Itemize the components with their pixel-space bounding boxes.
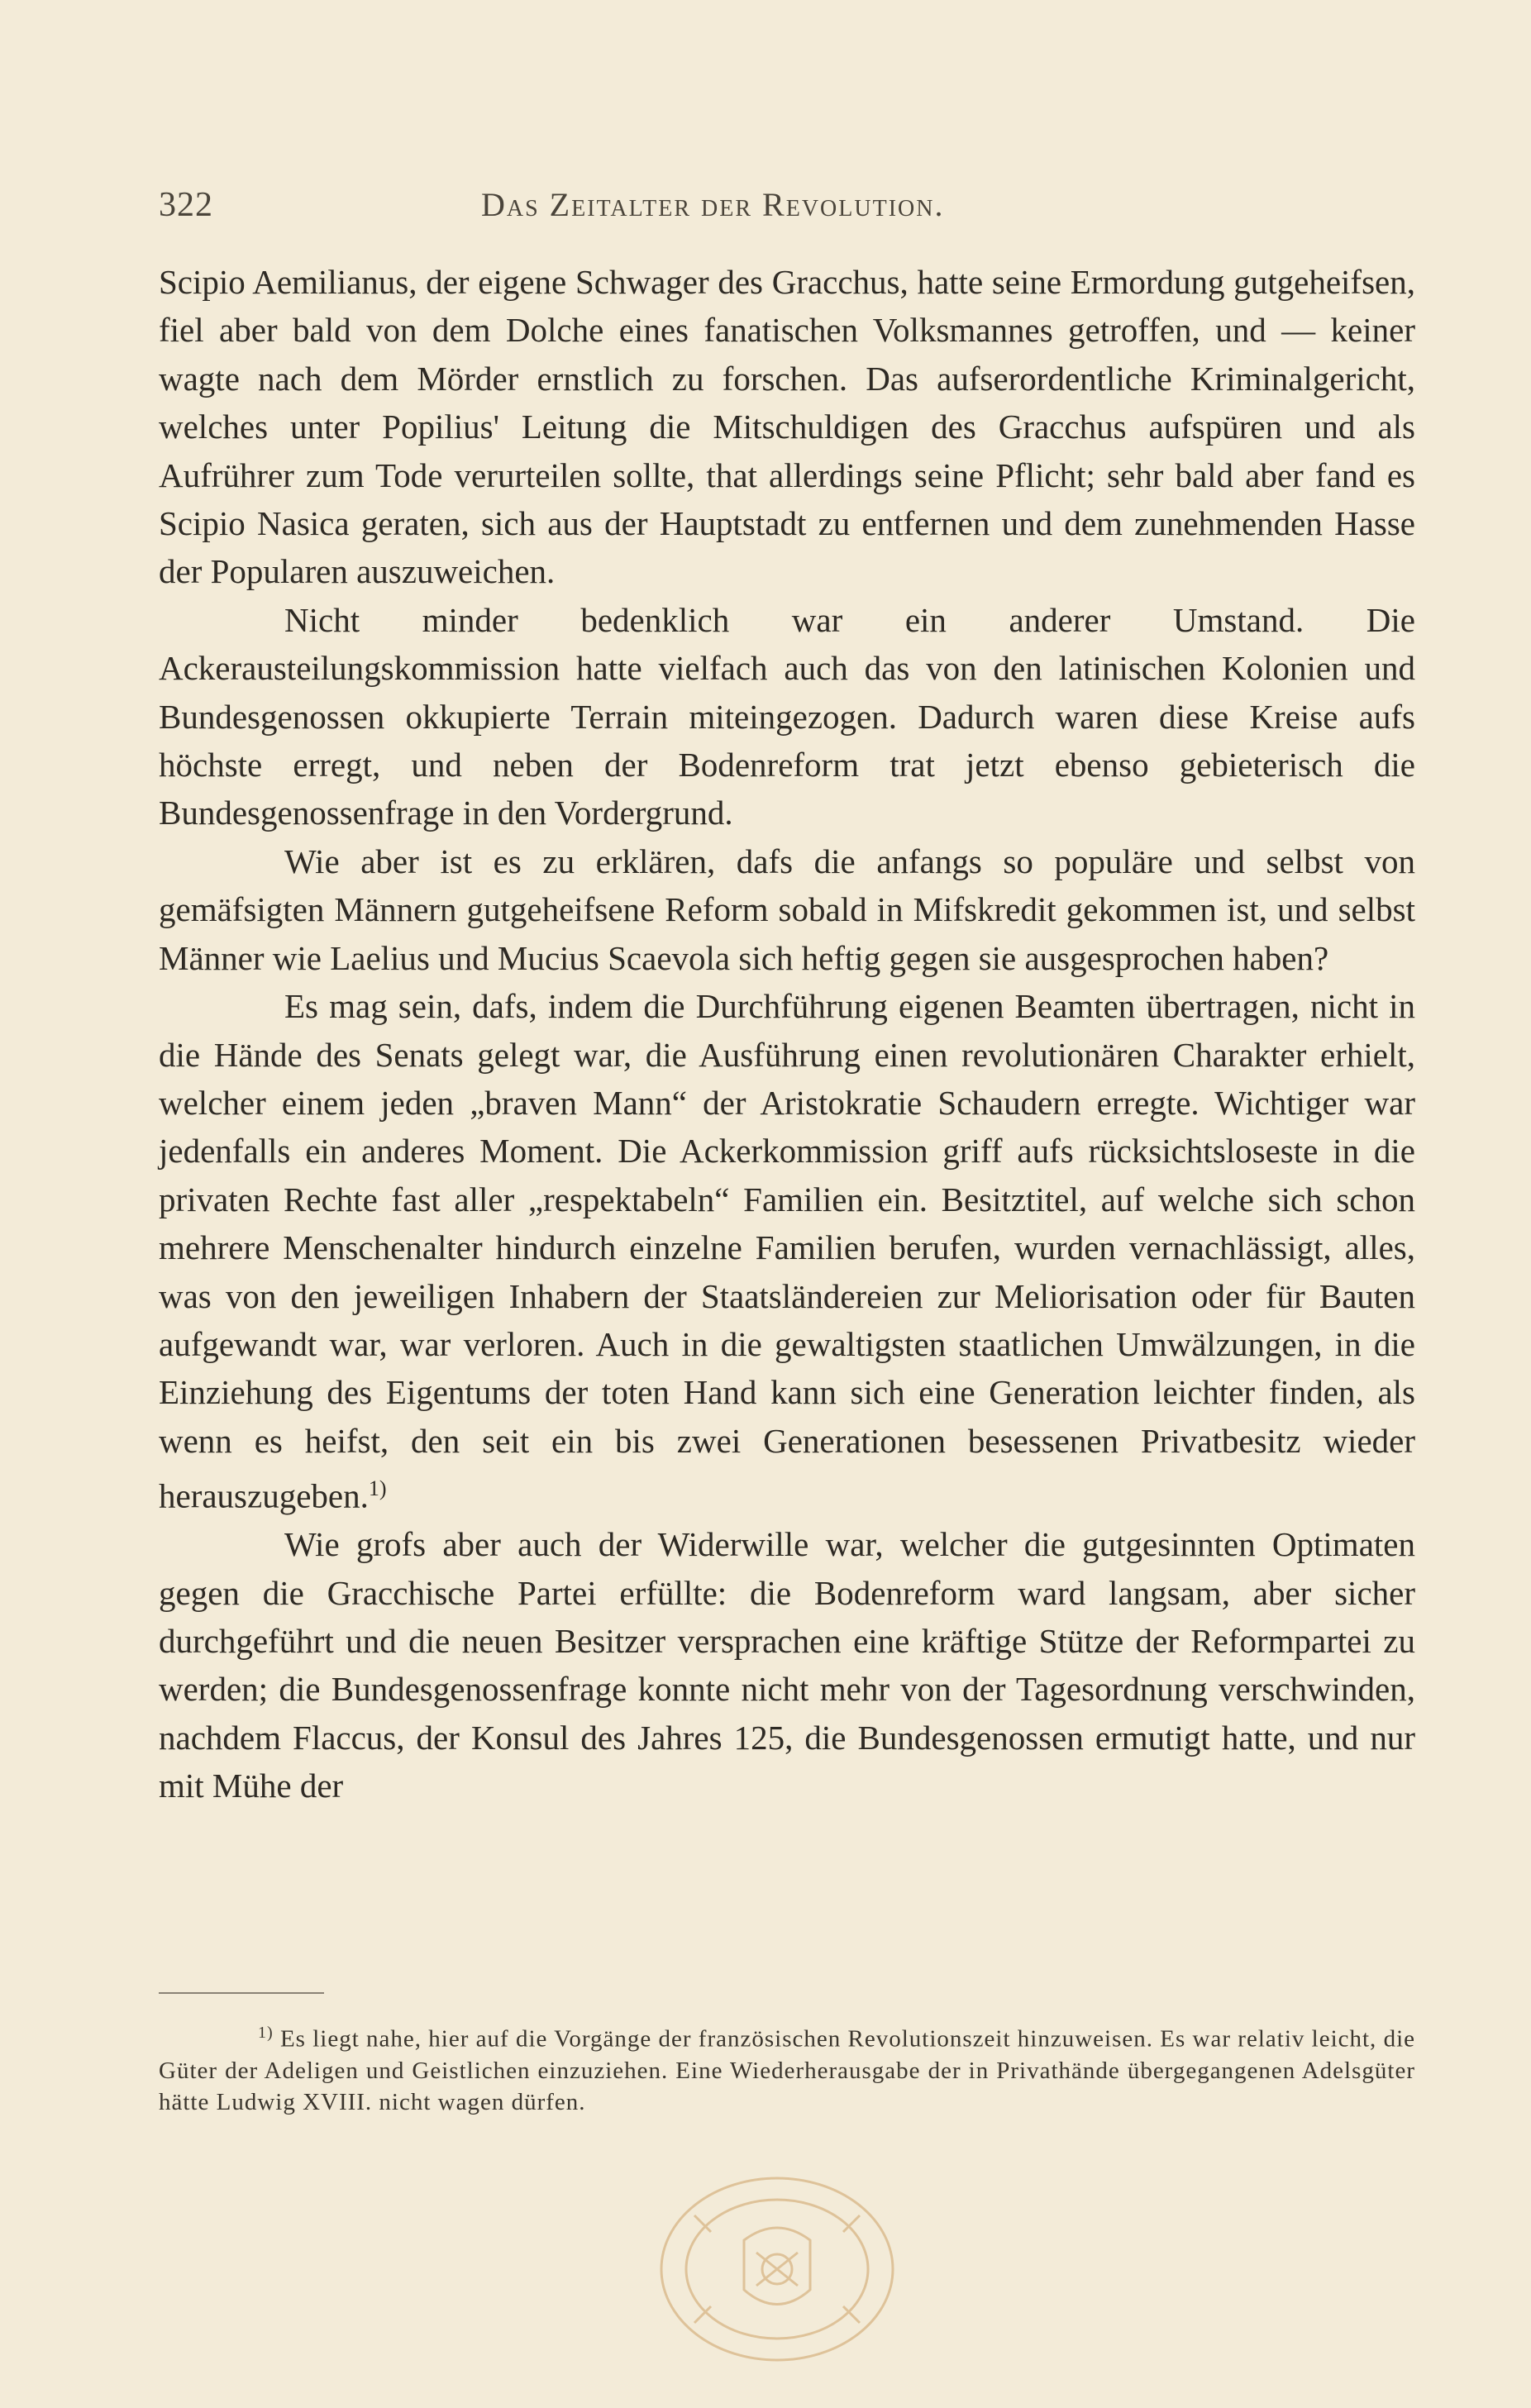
paragraph: Wie aber ist es zu erklären, dafs die anfangs so populäre und selbst von gemäfsigten Männern gutgeheifsene Reform sobald in Mifskredit gekommen ist, und selbst Männer wie Laelius und Mucius Scaevola sich heftig gegen sie ausgesprochen haben?	[159, 842, 1415, 977]
footnote-reference: 1)	[368, 1476, 387, 1501]
library-stamp-icon	[645, 2166, 909, 2372]
footnote-divider	[159, 1992, 324, 1994]
paragraph-text: Es mag sein, dafs, indem die Durchführung eigenen Beamten übertragen, nicht in die Hände des Senats gelegt war, die Ausführung einen revolutionären Charakter erhielt, welcher einem jeden „braven Mann“ der Aristokratie Schaudern erregte. Wichtiger war jedenfalls ein anderes Moment. Die Ackerkommission griff aufs rücksichtsloseste in die privaten Rechte fast aller „respektabeln“ Familien ein. Besitztitel, auf welche sich schon mehrere Menschenalter hindurch einzelne Familien berufen, wurden vernachlässigt, alles, was von den jeweiligen Inhabern der Staatsländereien zur Meliorisation oder für Bauten aufgewandt war, war verloren. Auch in die gewaltigsten staatlichen Umwälzungen, in die Einziehung des Eigentums der toten Hand kann sich eine Generation leichter finden, als wenn es heifst, den seit ein bis zwei Generationen besessenen Privatbesitz wieder herauszugeben.	[159, 987, 1415, 1515]
footnote	[159, 2017, 1415, 2118]
footnotes	[159, 2017, 1415, 2118]
body-text	[159, 258, 1415, 1810]
page-header	[159, 185, 1415, 235]
paragraph: Scipio Aemilianus, der eigene Schwager des Gracchus, hatte seine Ermordung gutgeheifsen, fiel aber bald von dem Dolche eines fanatischen Volksmannes getroffen, und — keiner wagte nach dem Mörder ernstlich zu forschen. Das aufserordentliche Kriminalgericht, welches unter Popilius' Leitung die Mitschuldigen des Gracchus aufspüren und als Aufrührer zum Tode verurteilen sollte, that allerdings seine Pflicht; sehr bald aber fand es Scipio Nasica geraten, sich aus der Hauptstadt zu entfernen und dem zunehmenden Hasse der Popularen auszuweichen.	[159, 263, 1415, 591]
paragraph	[159, 982, 1415, 1520]
footnote-text: Es liegt nahe, hier auf die Vorgänge der französischen Revolutionszeit hinzuweisen. Es war relativ leicht, die Güter der Adeligen und Geistlichen einzuziehen. Eine Wiederherausgabe der in Privathände übergegangenen Adelsgüter hätte Ludwig XVIII. nicht wagen dürfen.	[159, 2025, 1416, 2115]
footnote-marker: 1)	[258, 2024, 274, 2042]
paragraph: Wie grofs aber auch der Widerwille war, welcher die gutgesinnten Optimaten gegen die Gracchische Partei erfüllte: die Bodenreform ward langsam, aber sicher durchgeführt und die neuen Besitzer versprachen eine kräftige Stütze der Reformpartei zu werden; die Bundesgenossenfrage konnte nicht mehr von der Tagesordnung verschwinden, nachdem Flaccus, der Konsul des Jahres 125, die Bundesgenossen ermutigt hatte, und nur mit Mühe der	[159, 1525, 1415, 1805]
running-title: Das Zeitalter der Revolution.	[481, 186, 945, 223]
paragraph: Nicht minder bedenklich war ein anderer Umstand. Die Ackerausteilungskommission hatte vielfach auch das von den latinischen Kolonien und Bundesgenossen okkupierte Terrain miteingezogen. Dadurch waren diese Kreise aufs höchste erregt, und neben der Bodenreform trat jetzt ebenso gebieterisch die Bundesgenossenfrage in den Vordergrund.	[159, 600, 1415, 832]
page-number: 322	[159, 186, 213, 224]
